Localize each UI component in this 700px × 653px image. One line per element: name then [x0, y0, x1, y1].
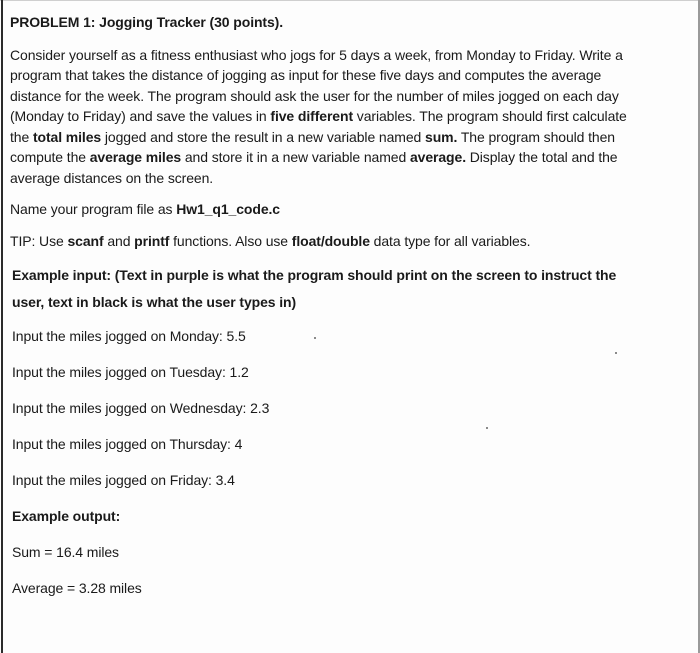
example-input-line: Input the miles jogged on Monday: 5.5 [12, 328, 246, 344]
page-left-edge [1, 0, 3, 653]
filename-instruction: Name your program file as Hw1_q1_code.c [10, 201, 280, 217]
tip-text: TIP: Use scanf and printf functions. Also use float/double data type for all variables. [10, 232, 531, 249]
problem-description: Consider yourself as a fitness enthusiast who jogs for 5 days a week, from Monday to Friday. Write a program that takes the distance of jogging as input for these five days and computes the average distance for the week. The program should ask the user for the number of miles jogged on each day (Monday to Friday) and save the values in five different variables. The program should first calculate the total miles jogged and store the result in a new variable named sum. The program should then compute the average miles and store it in a new variable named average. Display the total and the average distances on the screen. [10, 46, 627, 186]
problem-title: PROBLEM 1: Jogging Tracker (30 points). [10, 14, 284, 30]
example-input-line: Input the miles jogged on Wednesday: 2.3 [12, 400, 270, 416]
example-output-line: Average = 3.28 miles [12, 580, 142, 596]
scan-speck [486, 427, 488, 429]
example-input-line: Input the miles jogged on Friday: 3.4 [12, 472, 235, 488]
example-input-line: Input the miles jogged on Tuesday: 1.2 [12, 364, 249, 380]
page-top-edge [0, 0, 700, 1]
example-output-heading: Example output: [12, 508, 121, 524]
example-input-heading: Example input: (Text in purple is what the program should print on the screen to instruct the user, text in black is what the user types in) [12, 267, 617, 310]
example-output-line: Sum = 16.4 miles [12, 544, 119, 560]
scan-speck [615, 352, 617, 354]
example-input-line: Input the miles jogged on Thursday: 4 [12, 436, 243, 452]
problem-content [10, 12, 640, 606]
example-section [12, 262, 640, 606]
scan-speck [314, 337, 316, 339]
